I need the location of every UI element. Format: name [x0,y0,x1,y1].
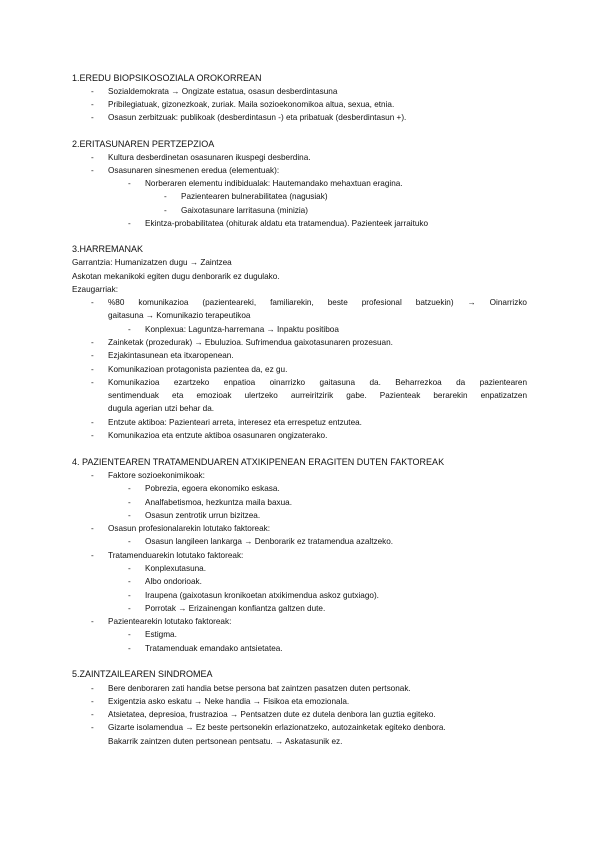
list-item: %80 komunikazioa (pazienteareki, familiarekin, beste profesional batzuekin) → Oinarrizko [108,298,527,307]
list-item: Osasun langileen lankarga → Denborarik ez tratamendua azaltzeko. [145,537,394,546]
bullet-marker: - [128,591,131,600]
list-item: Exigentzia asko eskatu → Neke handia → Fisikoa eta emozionala. [108,697,350,706]
list-item: Porrotak → Erizainengan konfiantza galtzen dute. [145,604,326,613]
list-item: Bere denboraren zati handia betse persona bat zaintzen pasatzen duten pertsonak. [108,684,411,693]
list-item-continuation: gaitasuna → Komunikazio terapeutikoa [108,311,251,320]
section-title-1: 1.EREDU BIOPSIKOSOZIALA OROKORREAN [72,73,262,83]
list-item: Kultura desberdinetan osasunaren ikuspegi desberdina. [108,153,311,162]
list-item: Konplexua: Laguntza-harremana → Inpaktu positiboa [145,325,339,334]
paragraph: Askotan mekanikoki egiten dugu denborarik ez dugulako. [72,272,280,281]
bullet-marker: - [91,524,94,533]
bullet-marker: - [91,418,94,427]
bullet-marker: - [91,351,94,360]
bullet-marker: - [128,219,131,228]
bullet-marker: - [91,166,94,175]
bullet-marker: - [164,206,167,215]
bullet-marker: - [164,192,167,201]
section-title-3: 3.HARREMANAK [72,244,144,254]
bullet-marker: - [128,511,131,520]
list-item: Osasun zentrotik urrun bizitzea. [145,511,261,520]
list-item: Pazientearen bulnerabilitatea (nagusiak) [181,192,328,201]
bullet-marker: - [91,298,94,307]
list-item: Pribilegiatuak, gizonezkoak, zuriak. Maila sozioekonomikoa altua, sexua, etnia. [108,100,395,109]
list-item: Estigma. [145,630,177,639]
bullet-marker: - [91,100,94,109]
bullet-marker: - [128,630,131,639]
bullet-marker: - [91,365,94,374]
bullet-marker: - [91,378,94,387]
list-item: Tratamenduak emandako antsietatea. [145,644,283,653]
bullet-marker: - [128,179,131,188]
list-item: Entzute aktiboa: Pazienteari arreta, interesez eta errespetuz entzutea. [108,418,362,427]
bullet-marker: - [91,723,94,732]
list-item: Komunikazioan protagonista pazientea da, ez gu. [108,365,288,374]
list-item: Atsietatea, depresioa, frustrazioa → Pentsatzen dute ez dutela denbora lan guztia egiteko. [108,710,436,719]
bullet-marker: - [91,551,94,560]
list-item: Komunikazioa ezartzeko enpatioa oinarrizko gaitasuna da. Beharrezkoa da pazientearen [108,378,527,387]
list-item: Osasun zerbitzuak: publikoak (desberdintasun -) eta pribatuak (desberdintasun +). [108,113,407,122]
bullet-marker: - [91,338,94,347]
list-item: Analfabetismoa, hezkuntza maila baxua. [145,498,293,507]
bullet-marker: - [91,431,94,440]
list-item: Norberaren elementu indibidualak: Hautemandako mehaxtuan eragina. [145,179,403,188]
list-item-continuation: Bakarrik zaintzen duten pertsonean pentsatu. → Askatasunik ez. [108,737,343,746]
bullet-marker: - [128,564,131,573]
list-item: Osasun profesionalarekin lotutako faktoreak: [108,524,271,533]
list-item: Konplexutasuna. [145,564,206,573]
bullet-marker: - [91,113,94,122]
list-item: Sozialdemokrata → Ongizate estatua, osasun desberdintasuna [108,87,338,96]
bullet-marker: - [128,325,131,334]
list-item: Osasunaren sinesmenen eredua (elementuak): [108,166,280,175]
list-item: Ekintza-probabilitatea (ohiturak aldatu eta tratamendua). Pazienteek jarraituko [145,219,429,228]
section-title-4: 4. PAZIENTEAREN TRATAMENDUAREN ATXIKIPENEAN ERAGITEN DUTEN FAKTOREAK [72,457,445,467]
section-title-5: 5.ZAINTZAILEAREN SINDROMEA [72,669,213,679]
bullet-marker: - [91,153,94,162]
bullet-marker: - [128,484,131,493]
list-item: Gaixotasunare larritasuna (minizia) [181,206,308,215]
paragraph: Garrantzia: Humanizatzen dugu → Zaintzea [72,258,232,267]
bullet-marker: - [91,697,94,706]
list-item: Iraupena (gaixotasun kronikoetan atxikimendua askoz gutxiago). [145,591,379,600]
list-item: Tratamenduarekin lotutako faktoreak: [108,551,244,560]
list-item: Zainketak (prozedurak) → Ebuluzioa. Sufrimendua gaixotasunaren prozesuan. [108,338,393,347]
bullet-marker: - [91,710,94,719]
section-title-2: 2.ERITASUNAREN PERTZEPZIOA [72,139,215,149]
bullet-marker: - [91,87,94,96]
bullet-marker: - [128,644,131,653]
bullet-marker: - [91,617,94,626]
list-item: Faktore sozioekonimikoak: [108,471,205,480]
list-item-continuation: dugula agerian utzi behar da. [108,404,215,413]
bullet-marker: - [91,684,94,693]
bullet-marker: - [128,604,131,613]
list-item-continuation: sentimenduak eta emozioak ulertzeko aurreiritzirik gabe. Pazienteak berarekin enpatizatzen [108,391,527,400]
list-item: Komunikazioa eta entzute aktiboa osasunaren ongizaterako. [108,431,328,440]
list-item: Albo ondorioak. [145,577,202,586]
list-item: Gizarte isolamendua → Ez beste pertsonekin erlazionatzeko, autozainketak egiteko denbora. [108,723,446,732]
bullet-marker: - [91,471,94,480]
bullet-marker: - [128,537,131,546]
bullet-marker: - [128,577,131,586]
bullet-marker: - [128,498,131,507]
paragraph: Ezaugarriak: [72,285,118,294]
list-item: Ezjakintasunean eta itxaropenean. [108,351,234,360]
list-item: Pazientearekin lotutako faktoreak: [108,617,232,626]
list-item: Pobrezia, egoera ekonomiko eskasa. [145,484,280,493]
